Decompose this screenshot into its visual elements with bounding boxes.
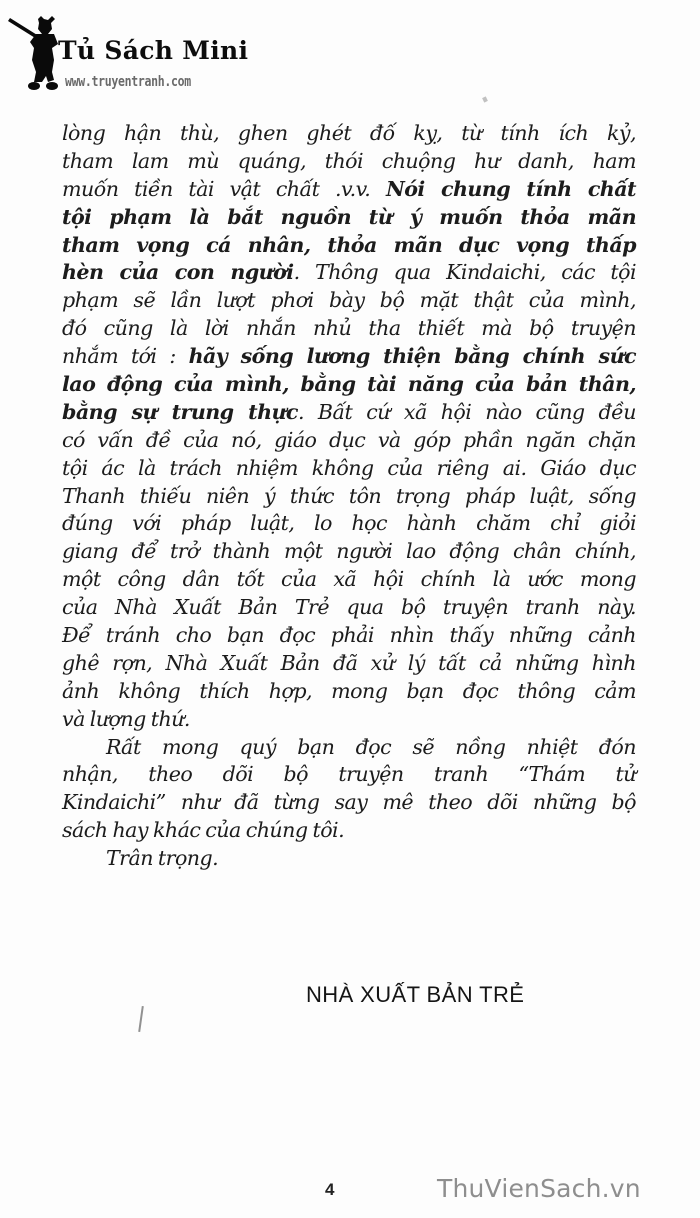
text-line <box>62 176 636 204</box>
text-line <box>62 343 636 371</box>
text-line <box>62 204 636 232</box>
publisher-signature: NHÀ XUẤT BẢN TRẺ <box>306 982 525 1007</box>
text-run: sách hay khác của chúng tôi. <box>62 818 345 843</box>
text-run: Rất mong quý bạn đọc sẽ nồng nhiệt đón <box>106 734 636 759</box>
text-line <box>62 120 636 148</box>
text-line <box>62 259 636 287</box>
text-run: . Bất cứ xã hội nào cũng đều <box>297 399 637 424</box>
text-line <box>62 622 636 650</box>
text-line <box>62 287 636 315</box>
text-run: Thanh thiếu niên ý thức tôn trọng pháp luật, sống <box>62 483 636 508</box>
text-run: nhận, theo dõi bộ truyện tranh “Thám tử <box>62 762 636 787</box>
bold-text-run: bằng sự trung thực <box>62 399 298 424</box>
bold-text-run: tội phạm là bắt nguồn từ ý muốn thỏa mãn <box>62 204 636 229</box>
scan-artifact <box>138 1006 144 1032</box>
text-run: tham lam mù quáng, thói chuộng hư danh, ham <box>62 148 636 173</box>
text-line <box>62 734 636 762</box>
watermark: ThuVienSach.vn <box>437 1174 641 1203</box>
page-number: 4 <box>325 1180 335 1199</box>
text-run: và lượng thứ. <box>62 706 190 731</box>
text-run: có vấn đề của nó, giáo dục và góp phần ngăn chặn <box>62 427 636 452</box>
text-run: Kindaichi” như đã từng say mê theo dõi những bộ <box>62 790 636 815</box>
text-line <box>62 678 636 706</box>
text-line <box>62 232 636 260</box>
scan-artifact <box>482 96 488 102</box>
text-line <box>62 510 636 538</box>
text-run: đúng với pháp luật, lo học hành chăm chỉ giỏi <box>62 511 636 536</box>
text-run: ghê rợn, Nhà Xuất Bản đã xử lý tất cả những hình <box>62 650 636 675</box>
bold-text-run: hèn của con người <box>62 260 294 285</box>
text-line <box>62 483 636 511</box>
text-run: của Nhà Xuất Bản Trẻ qua bộ truyện tranh này. <box>62 595 636 620</box>
text-run: ảnh không thích hợp, mong bạn đọc thông cảm <box>62 678 636 703</box>
text-line <box>62 817 636 845</box>
text-line <box>62 650 636 678</box>
text-line <box>62 706 636 734</box>
text-run: phạm sẽ lần lượt phơi bày bộ mặt thật của mình, <box>62 288 636 313</box>
text-line <box>62 455 636 483</box>
text-run: đó cũng là lời nhắn nhủ tha thiết mà bộ truyện <box>62 316 636 341</box>
text-run: muốn tiền tài vật chất .v.v. <box>62 176 386 201</box>
text-line <box>62 148 636 176</box>
text-line <box>62 566 636 594</box>
text-line <box>62 761 636 789</box>
logo <box>8 14 249 94</box>
bold-text-run: tham vọng cá nhân, thỏa mãn dục vọng thấp <box>62 232 636 257</box>
text-run: lòng hận thù, ghen ghét đố kỵ, từ tính ích kỷ, <box>62 121 636 145</box>
body-text <box>62 120 636 873</box>
text-run: Trân trọng. <box>106 846 219 871</box>
text-line <box>62 399 636 427</box>
bold-text-run: hãy sống lương thiện bằng chính sức <box>188 344 636 369</box>
text-line <box>62 594 636 622</box>
bold-text-run: Nói chung tính chất <box>385 176 636 201</box>
text-run: . Thông qua Kindaichi, các tội <box>293 260 636 285</box>
text-run: nhắm tới : <box>62 344 189 369</box>
text-run: giang để trở thành một người lao động chân chính, <box>62 539 636 564</box>
text-line <box>62 371 636 399</box>
warrior-silhouette-icon <box>8 14 60 94</box>
text-run: Để tránh cho bạn đọc phải nhìn thấy những cảnh <box>62 623 636 648</box>
text-line <box>62 789 636 817</box>
logo-url: www.truyentranh.com <box>65 72 191 90</box>
text-line <box>62 427 636 455</box>
text-run: tội ác là trách nhiệm không của riêng ai. Giáo dục <box>62 455 636 480</box>
text-line <box>62 845 636 873</box>
logo-title: Tủ Sách Mini <box>58 36 249 65</box>
text-line <box>62 315 636 343</box>
text-run: một công dân tốt của xã hội chính là ước mong <box>62 567 636 592</box>
text-line <box>62 538 636 566</box>
bold-text-run: lao động của mình, bằng tài năng của bản thân, <box>62 372 636 397</box>
